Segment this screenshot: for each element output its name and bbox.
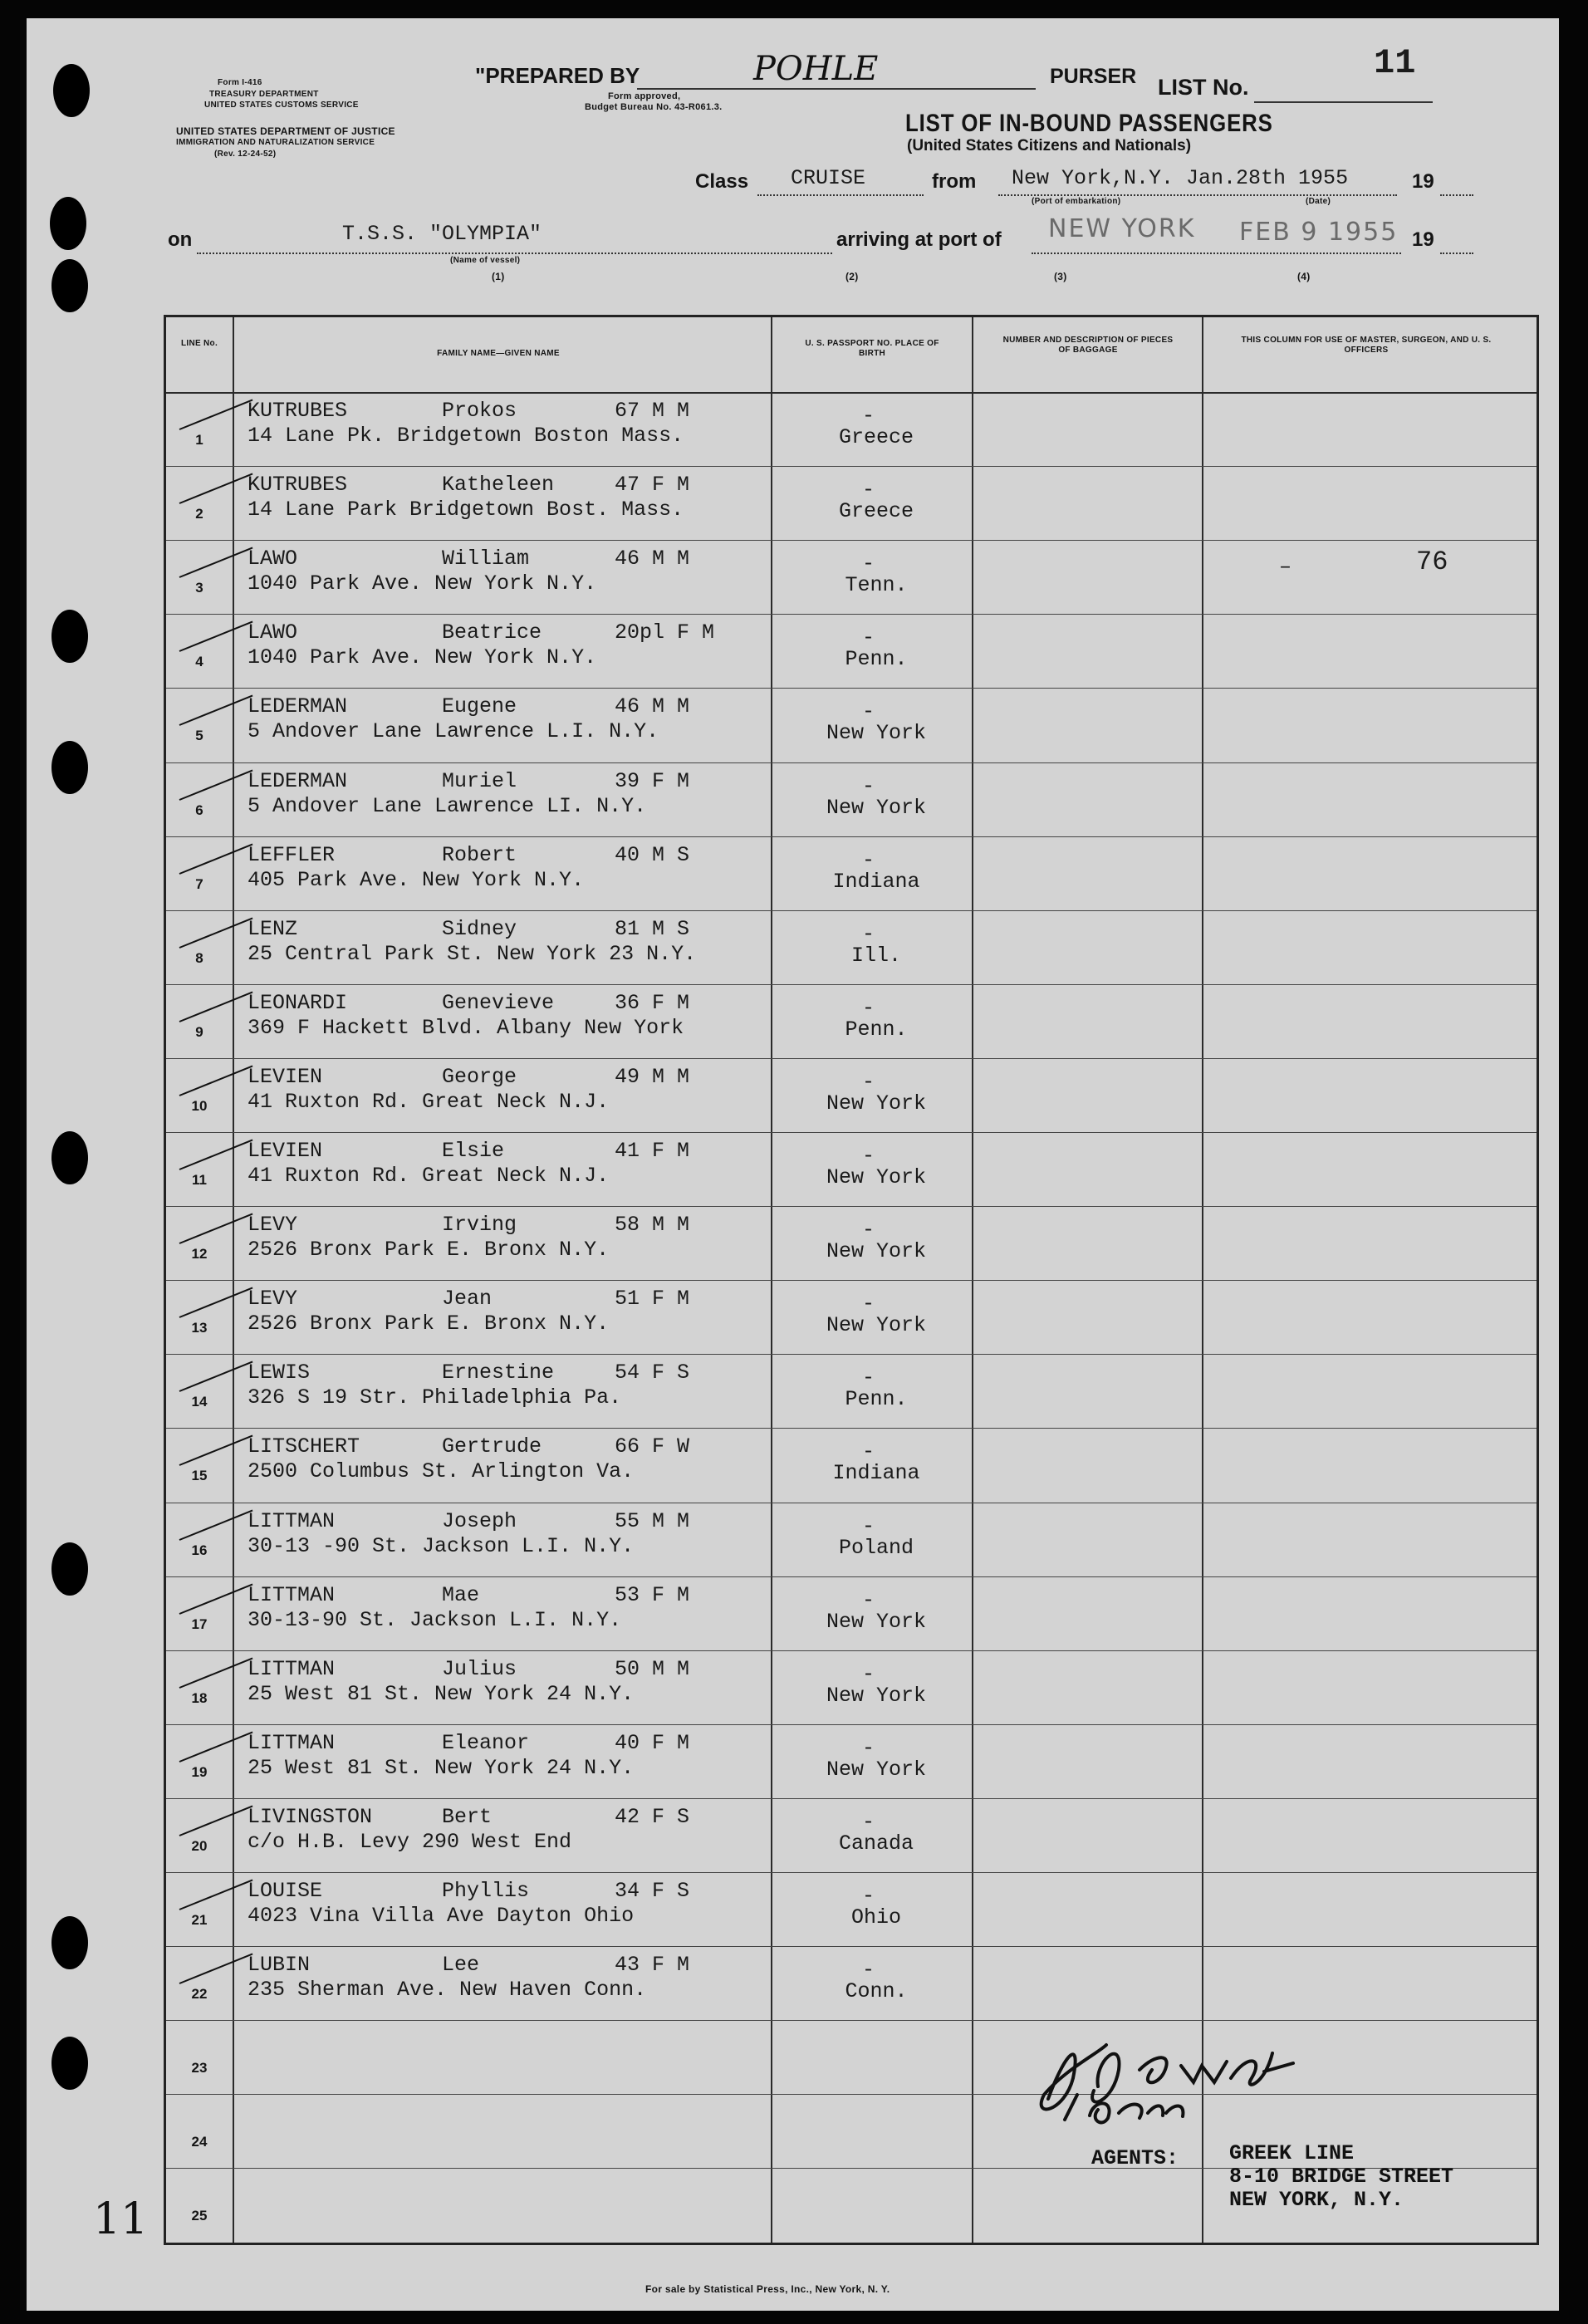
class-label: Class: [695, 170, 749, 193]
row-divider: [166, 910, 1537, 911]
header-officers: THIS COLUMN FOR USE OF MASTER, SURGEON, AND U. S. OFFICERS: [1241, 336, 1492, 355]
age-sex-status: 20pl F M: [615, 620, 715, 645]
home-address: 1040 Park Ave. New York N.Y.: [248, 571, 597, 596]
line-number: 6: [195, 802, 203, 818]
row-divider: [166, 466, 1537, 467]
passport-number: -: [862, 1958, 875, 1983]
class-value: CRUISE: [791, 166, 866, 190]
given-name: Muriel: [442, 768, 517, 793]
home-address: 405 Park Ave. New York N.Y.: [248, 867, 585, 892]
binder-hole-1: [53, 64, 90, 117]
binder-hole-9: [51, 2037, 88, 2090]
given-name: Mae: [442, 1582, 480, 1607]
given-name: Sidney: [442, 916, 517, 941]
given-name: Lee: [442, 1953, 480, 1978]
age-sex-status: 54 F S: [615, 1361, 690, 1385]
passport-number: -: [862, 1587, 875, 1612]
arrival-date-stamp: FEB 9 1955: [1239, 218, 1399, 247]
age-sex-status: 43 F M: [615, 1953, 690, 1978]
purser-label: PURSER: [1050, 65, 1137, 88]
age-sex-status: 39 F M: [615, 768, 690, 793]
given-name: Irving: [442, 1213, 517, 1238]
entry-tick-mark: [179, 769, 253, 800]
age-sex-status: 66 F W: [615, 1434, 690, 1459]
family-name: LEDERMAN: [248, 768, 348, 793]
home-address: 41 Ruxton Rd. Great Neck N.J.: [248, 1164, 610, 1188]
home-address: 5 Andover Lane Lawrence LI. N.Y.: [248, 793, 647, 818]
family-name: LEONARDI: [248, 990, 348, 1015]
home-address: 2526 Bronx Park E. Bronx N.Y.: [248, 1238, 610, 1263]
home-address: 2500 Columbus St. Arlington Va.: [248, 1459, 635, 1484]
given-name: Eleanor: [442, 1730, 530, 1755]
age-sex-status: 81 M S: [615, 916, 690, 941]
place-of-birth: New York: [826, 1165, 927, 1189]
vessel-caption: (Name of vessel): [450, 256, 521, 265]
line-number: 20: [191, 1837, 208, 1854]
age-sex-status: 42 F S: [615, 1804, 690, 1829]
line-number: 21: [191, 1912, 208, 1928]
header-passport: U. S. PASSPORT NO. PLACE OF BIRTH: [805, 339, 939, 358]
given-name: Eugene: [442, 694, 517, 719]
age-sex-status: 50 M M: [615, 1656, 690, 1681]
passport-number: -: [862, 1069, 875, 1094]
line-number: 23: [191, 2060, 208, 2076]
line-number: 15: [191, 1468, 208, 1484]
passport-number: -: [862, 404, 875, 428]
line-number: 9: [195, 1023, 203, 1040]
entry-tick-mark: [179, 1805, 253, 1836]
binder-hole-6: [51, 1131, 88, 1184]
row-divider: [166, 1058, 1537, 1059]
given-name: Robert: [442, 842, 517, 867]
entry-tick-mark: [179, 1065, 253, 1096]
row-divider: [166, 1798, 1537, 1799]
age-sex-status: 40 F M: [615, 1730, 690, 1755]
row-divider: [166, 688, 1537, 689]
passport-number: -: [862, 1218, 875, 1243]
family-name: LEFFLER: [248, 842, 336, 867]
on-label: on: [168, 228, 193, 251]
col-num-4: (4): [1297, 271, 1311, 282]
place-of-birth: Penn.: [845, 1387, 908, 1412]
list-number: 11: [1374, 43, 1416, 83]
row-divider: [166, 1428, 1537, 1429]
family-name: LEVY: [248, 1287, 298, 1312]
line-number: 18: [191, 1689, 208, 1706]
passport-number: -: [862, 921, 875, 946]
home-address: 326 S 19 Str. Philadelphia Pa.: [248, 1385, 622, 1410]
officer-dash: –: [1279, 555, 1292, 580]
entry-tick-mark: [179, 1361, 253, 1392]
home-address: 5 Andover Lane Lawrence L.I. N.Y.: [248, 719, 659, 744]
entry-tick-mark: [179, 399, 253, 429]
row-divider: [166, 1576, 1537, 1577]
header-line-no: LINE No.: [180, 339, 218, 348]
passport-number: -: [862, 1661, 875, 1686]
binder-hole-5: [51, 741, 88, 794]
form-subtitle: (United States Citizens and Nationals): [907, 137, 1192, 154]
given-name: George: [442, 1064, 517, 1089]
age-sex-status: 40 M S: [615, 842, 690, 867]
family-name: LEVIEN: [248, 1064, 323, 1089]
family-name: LEDERMAN: [248, 694, 348, 719]
given-name: Katheleen: [442, 473, 555, 498]
arrival-underline: [1032, 253, 1401, 254]
entry-tick-mark: [179, 1139, 253, 1169]
vessel-name: T.S.S. "OLYMPIA": [342, 222, 542, 246]
manifest-page: [27, 18, 1559, 2311]
age-sex-status: 46 M M: [615, 547, 690, 571]
agents-line-2: 8-10 BRIDGE STREET: [1229, 2165, 1454, 2189]
home-address: 25 West 81 St. New York 24 N.Y.: [248, 1755, 635, 1780]
line-number: 11: [192, 1172, 207, 1188]
binder-hole-2: [50, 197, 86, 250]
home-address: 41 Ruxton Rd. Great Neck N.J.: [248, 1089, 610, 1114]
entry-tick-mark: [179, 621, 253, 652]
entry-tick-mark: [179, 1657, 253, 1688]
line-number: 19: [191, 1763, 208, 1780]
header-name: FAMILY NAME—GIVEN NAME: [437, 349, 560, 358]
row-divider: [166, 836, 1537, 837]
printer-footer: For sale by Statistical Press, Inc., New York, N. Y.: [645, 2283, 890, 2295]
passport-number: -: [862, 1292, 875, 1316]
row-divider: [166, 614, 1537, 615]
place-of-birth: Ohio: [850, 1905, 901, 1929]
home-address: 235 Sherman Ave. New Haven Conn.: [248, 1978, 647, 2003]
passport-number: -: [862, 773, 875, 798]
passport-number: -: [862, 1809, 875, 1834]
family-name: KUTRUBES: [248, 399, 348, 423]
line-number: 12: [191, 1246, 208, 1263]
age-sex-status: 41 F M: [615, 1139, 690, 1163]
dept-treasury: TREASURY DEPARTMENT: [209, 90, 319, 99]
from-underline: [998, 194, 1397, 196]
line-number: 5: [195, 728, 203, 744]
col-num-1: (1): [492, 271, 505, 282]
age-sex-status: 46 M M: [615, 694, 690, 719]
entry-tick-mark: [179, 843, 253, 874]
age-sex-status: 51 F M: [615, 1287, 690, 1312]
home-address: c/o H.B. Levy 290 West End: [248, 1829, 572, 1854]
place-of-birth: New York: [826, 1239, 927, 1264]
embarkation-caption: (Port of embarkation): [1032, 197, 1121, 206]
year-label-1: 19: [1412, 170, 1434, 193]
given-name: Phyllis: [442, 1879, 530, 1903]
given-name: Elsie: [442, 1139, 505, 1163]
given-name: Prokos: [442, 399, 517, 423]
class-underline: [757, 194, 924, 196]
date-caption: (Date): [1306, 197, 1331, 206]
binder-hole-4: [51, 610, 88, 663]
place-of-birth: New York: [826, 795, 927, 820]
place-of-birth: New York: [826, 1683, 927, 1708]
family-name: LITTMAN: [248, 1656, 336, 1681]
place-of-birth: New York: [826, 1609, 927, 1634]
age-sex-status: 58 M M: [615, 1213, 690, 1238]
place-of-birth: Greece: [838, 425, 914, 449]
place-of-birth: New York: [826, 1757, 927, 1782]
place-of-birth: New York: [826, 1313, 927, 1338]
home-address: 30-13-90 St. Jackson L.I. N.Y.: [248, 1607, 622, 1632]
line-number: 10: [191, 1097, 208, 1114]
entry-tick-mark: [179, 1213, 253, 1244]
line-number: 14: [191, 1394, 208, 1410]
margin-note: 11: [93, 2194, 149, 2244]
dept-justice: UNITED STATES DEPARTMENT OF JUSTICE: [176, 125, 395, 137]
embarkation-value: New York,N.Y. Jan.28th 1955: [1012, 166, 1349, 190]
given-name: Julius: [442, 1656, 517, 1681]
line-number: 1: [195, 432, 203, 448]
family-name: LEVIEN: [248, 1139, 323, 1163]
entry-tick-mark: [179, 991, 253, 1022]
age-sex-status: 55 M M: [615, 1508, 690, 1533]
row-divider: [166, 1206, 1537, 1207]
family-name: LITTMAN: [248, 1730, 336, 1755]
entry-tick-mark: [179, 695, 253, 726]
home-address: 369 F Hackett Blvd. Albany New York: [248, 1015, 684, 1040]
form-title: LIST OF IN-BOUND PASSENGERS: [905, 110, 1273, 137]
passport-number: -: [862, 1884, 875, 1908]
dept-customs: UNITED STATES CUSTOMS SERVICE: [204, 101, 359, 110]
binder-hole-8: [51, 1916, 88, 1969]
row-divider: [166, 540, 1537, 541]
given-name: Beatrice: [442, 620, 542, 645]
entry-tick-mark: [179, 1435, 253, 1466]
agents-line-3: NEW YORK, N.Y.: [1229, 2188, 1404, 2212]
passenger-table: [164, 315, 1539, 2245]
family-name: LAWO: [248, 620, 298, 645]
age-sex-status: 36 F M: [615, 990, 690, 1015]
prepared-by-label: "PREPARED BY: [475, 63, 640, 88]
age-sex-status: 34 F S: [615, 1879, 690, 1903]
vessel-underline: [197, 253, 832, 254]
place-of-birth: Ill.: [850, 943, 901, 968]
line-number: 25: [191, 2208, 208, 2224]
home-address: 14 Lane Pk. Bridgetown Boston Mass.: [248, 424, 684, 448]
home-address: 25 West 81 St. New York 24 N.Y.: [248, 1681, 635, 1706]
family-name: LITTMAN: [248, 1508, 336, 1533]
passport-number: -: [862, 847, 875, 872]
form-revision: (Rev. 12-24-52): [214, 150, 277, 159]
line-number: 8: [195, 949, 203, 966]
prepared-by-signature: POHLE: [753, 50, 879, 88]
year-label-2: 19: [1412, 228, 1434, 251]
row-divider: [166, 984, 1537, 985]
age-sex-status: 53 F M: [615, 1582, 690, 1607]
list-no-underline: [1254, 101, 1433, 103]
line-number: 17: [191, 1616, 208, 1632]
col-num-2: (2): [845, 271, 859, 282]
family-name: LIVINGSTON: [248, 1804, 373, 1829]
given-name: Jean: [442, 1287, 493, 1312]
given-name: Bert: [442, 1804, 493, 1829]
family-name: LITSCHERT: [248, 1434, 360, 1459]
passport-number: -: [862, 995, 875, 1020]
binder-hole-7: [51, 1542, 88, 1596]
given-name: Ernestine: [442, 1361, 555, 1385]
agents-label: AGENTS:: [1091, 2146, 1179, 2170]
given-name: William: [442, 547, 530, 571]
line-number: 24: [191, 2134, 208, 2150]
family-name: LAWO: [248, 547, 298, 571]
place-of-birth: Penn.: [845, 1017, 908, 1042]
family-name: LENZ: [248, 916, 298, 941]
arrival-port-stamp: NEW YORK: [1048, 214, 1196, 243]
home-address: 30-13 -90 St. Jackson L.I. N.Y.: [248, 1533, 635, 1558]
home-address: 1040 Park Ave. New York N.Y.: [248, 645, 597, 670]
row-divider: [166, 762, 1537, 763]
list-no-label: LIST No.: [1158, 75, 1249, 100]
given-name: Genevieve: [442, 990, 555, 1015]
form-number: Form I-416: [218, 78, 262, 87]
family-name: LEWIS: [248, 1361, 311, 1385]
agents-line-1: GREEK LINE: [1229, 2141, 1355, 2165]
home-address: 2526 Bronx Park E. Bronx N.Y.: [248, 1312, 610, 1336]
passport-number: -: [862, 1144, 875, 1168]
given-name: Gertrude: [442, 1434, 542, 1459]
age-sex-status: 49 M M: [615, 1064, 690, 1089]
row-divider: [166, 1946, 1537, 1947]
line-number: 4: [195, 654, 203, 670]
binder-hole-3: [51, 259, 88, 312]
approval-line-2: Budget Bureau No. 43-R061.3.: [585, 102, 723, 112]
entry-tick-mark: [179, 473, 253, 504]
entry-tick-mark: [179, 1954, 253, 1984]
age-sex-status: 67 M M: [615, 399, 690, 423]
row-divider: [166, 1872, 1537, 1873]
row-divider: [166, 1354, 1537, 1355]
home-address: 25 Central Park St. New York 23 N.Y.: [248, 941, 697, 966]
officer-signature: [1015, 2020, 1347, 2136]
home-address: 14 Lane Park Bridgetown Bost. Mass.: [248, 498, 684, 522]
entry-tick-mark: [179, 1287, 253, 1318]
line-number: 16: [191, 1542, 208, 1558]
passport-number: -: [862, 1439, 875, 1464]
place-of-birth: Conn.: [845, 1979, 908, 2004]
year-underline-1: [1440, 194, 1473, 196]
place-of-birth: Greece: [838, 499, 914, 524]
row-divider: [166, 1132, 1537, 1133]
row-divider: [166, 1280, 1537, 1281]
passport-number: -: [862, 1513, 875, 1538]
place-of-birth: Indiana: [832, 1461, 920, 1486]
from-label: from: [932, 170, 977, 193]
place-of-birth: Penn.: [845, 647, 908, 672]
col-num-3: (3): [1054, 271, 1067, 282]
arriving-label: arriving at port of: [836, 228, 1002, 251]
entry-tick-mark: [179, 547, 253, 578]
header-baggage: NUMBER AND DESCRIPTION OF PIECES OF BAGGAGE: [1002, 336, 1174, 355]
place-of-birth: New York: [826, 721, 927, 746]
dept-immigration: IMMIGRATION AND NATURALIZATION SERVICE: [176, 138, 375, 147]
entry-tick-mark: [179, 1731, 253, 1762]
family-name: LOUISE: [248, 1879, 323, 1903]
entry-tick-mark: [179, 1583, 253, 1614]
place-of-birth: Indiana: [832, 869, 920, 894]
family-name: LITTMAN: [248, 1582, 336, 1607]
line-number: 3: [195, 580, 203, 596]
family-name: LEVY: [248, 1213, 298, 1238]
passport-number: -: [862, 552, 875, 576]
passport-number: -: [862, 625, 875, 650]
place-of-birth: New York: [826, 1091, 927, 1115]
passport-number: -: [862, 478, 875, 503]
header-rule: [166, 392, 1537, 394]
entry-tick-mark: [179, 1509, 253, 1540]
approval-line-1: Form approved,: [608, 91, 681, 101]
row-divider: [166, 1650, 1537, 1651]
line-number: 22: [191, 1986, 208, 2003]
row-divider: [166, 1724, 1537, 1725]
officer-note: 76: [1416, 547, 1448, 578]
entry-tick-mark: [179, 1879, 253, 1910]
passport-number: -: [862, 1735, 875, 1760]
age-sex-status: 47 F M: [615, 473, 690, 498]
given-name: Joseph: [442, 1508, 517, 1533]
passport-number: -: [862, 699, 875, 724]
line-number: 13: [191, 1320, 208, 1336]
place-of-birth: Canada: [838, 1831, 914, 1856]
line-number: 2: [195, 506, 203, 522]
home-address: 4023 Vina Villa Ave Dayton Ohio: [248, 1904, 635, 1928]
entry-tick-mark: [179, 917, 253, 948]
place-of-birth: Poland: [838, 1535, 914, 1560]
family-name: LUBIN: [248, 1953, 311, 1978]
line-number: 7: [195, 875, 203, 892]
place-of-birth: Tenn.: [845, 573, 908, 598]
year-underline-2: [1440, 253, 1473, 254]
family-name: KUTRUBES: [248, 473, 348, 498]
prepared-by-underline: [637, 88, 1036, 90]
passport-number: -: [862, 1365, 875, 1390]
